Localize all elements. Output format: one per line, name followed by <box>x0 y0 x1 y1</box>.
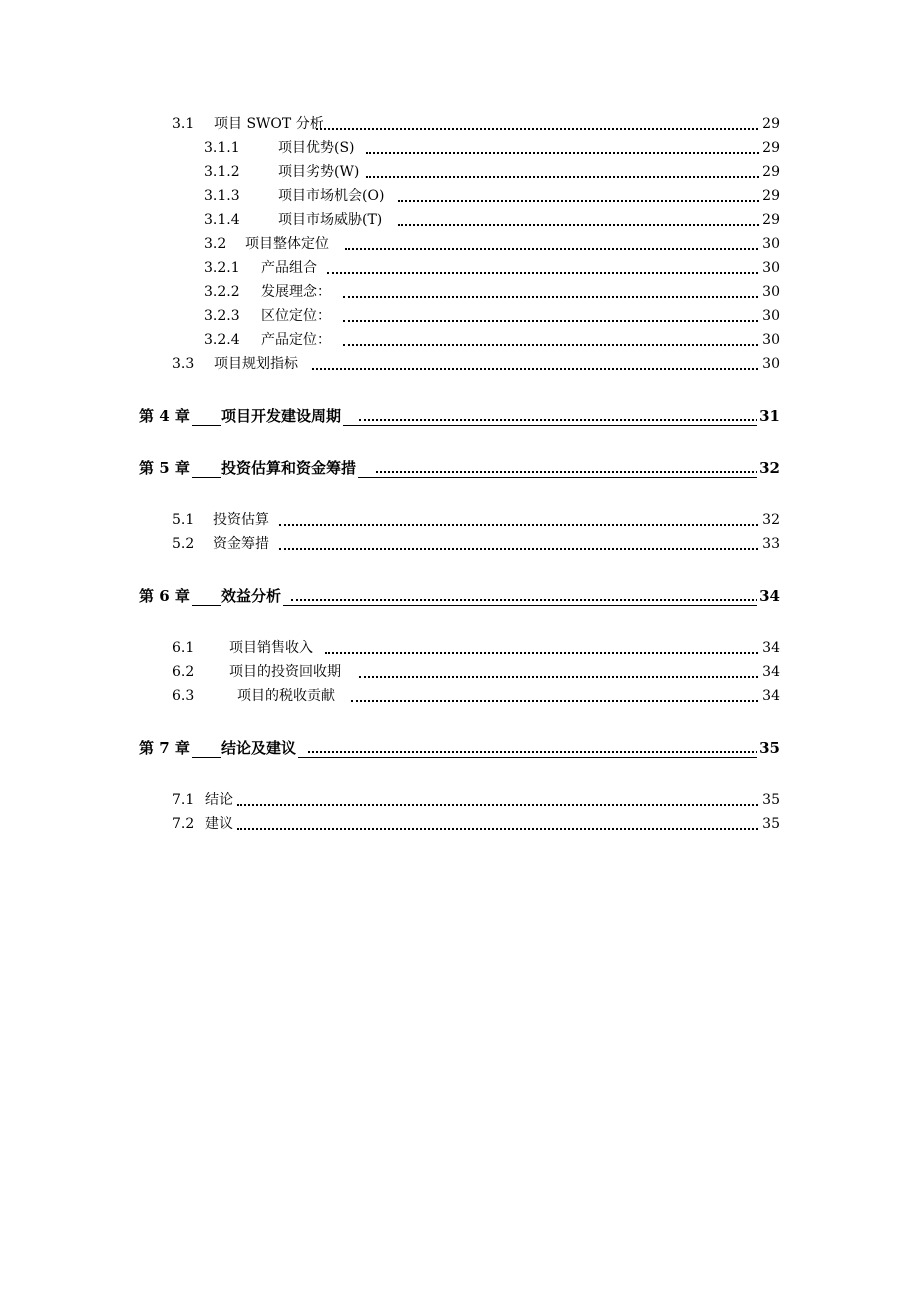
toc-entry-page: 33 <box>760 533 780 555</box>
toc-entry[interactable] <box>0 209 920 231</box>
dot-leader <box>237 828 778 830</box>
dot-leader <box>279 524 778 526</box>
toc-entry[interactable] <box>0 789 920 811</box>
dot-leader <box>291 599 778 601</box>
dot-leader <box>343 296 778 298</box>
toc-chapter-number: 第 5 章 <box>139 459 190 477</box>
toc-entry-page: 29 <box>760 113 780 135</box>
toc-entry[interactable] <box>0 305 920 327</box>
toc-entry-number: 5.2 <box>172 533 196 555</box>
toc-entry-page: 30 <box>760 353 780 375</box>
toc-entry-number: 3.1 <box>172 113 196 135</box>
toc-entry-title: 项目整体定位 <box>245 233 331 255</box>
dot-leader <box>312 368 778 370</box>
toc-entry-page: 30 <box>760 281 780 303</box>
toc-chapter-entry[interactable] <box>0 457 920 479</box>
toc-entry-title: 项目市场威胁(T) <box>278 209 384 231</box>
toc-entry-title: 项目的税收贡献 <box>237 685 337 707</box>
toc-entry-page: 34 <box>760 661 780 683</box>
dot-leader <box>308 751 778 753</box>
toc-entry-number: 7.1 <box>172 789 196 811</box>
toc-entry-number: 6.3 <box>172 685 196 707</box>
toc-entry[interactable] <box>0 329 920 351</box>
toc-entry-number: 3.2.2 <box>204 281 242 303</box>
toc-entry[interactable] <box>0 533 920 555</box>
dot-leader <box>237 804 778 806</box>
dot-leader <box>327 272 778 274</box>
toc-entry-title: 建议 <box>205 813 235 835</box>
toc-chapter-title: 项目开发建设周期 <box>221 407 342 425</box>
dot-leader <box>343 320 778 322</box>
toc-entry[interactable] <box>0 509 920 531</box>
toc-chapter-title: 结论及建议 <box>221 739 297 757</box>
toc-entry[interactable] <box>0 185 920 207</box>
toc-entry-number: 3.1.4 <box>204 209 242 231</box>
dot-leader <box>316 128 778 130</box>
toc-entry-page: 29 <box>760 185 780 207</box>
toc-chapter-entry[interactable] <box>0 585 920 607</box>
toc-entry-page: 30 <box>760 233 780 255</box>
toc-chapter-title: 效益分析 <box>221 587 282 605</box>
dot-leader <box>351 700 778 702</box>
toc-entry-page: 35 <box>760 789 780 811</box>
toc-entry-number: 3.2.4 <box>204 329 242 351</box>
toc-entry-number: 3.2 <box>204 233 228 255</box>
dot-leader <box>398 224 778 226</box>
toc-entry-page: 29 <box>760 209 780 231</box>
toc-entry-title: 产品组合 <box>261 257 319 279</box>
toc-entry[interactable] <box>0 813 920 835</box>
toc-entry-title: 结论 <box>205 789 235 811</box>
toc-chapter-title: 投资估算和资金筹措 <box>221 459 357 477</box>
toc-entry-title: 项目规划指标 <box>214 353 300 375</box>
toc-entry-number: 6.1 <box>172 637 196 659</box>
toc-entry-number: 3.2.3 <box>204 305 242 327</box>
toc-entry-title: 项目销售收入 <box>229 637 315 659</box>
toc-entry-title: 项目市场机会(O) <box>278 185 386 207</box>
toc-entry-title: 投资估算 <box>213 509 271 531</box>
toc-entry[interactable] <box>0 161 920 183</box>
dot-leader <box>359 419 778 421</box>
toc-chapter-page: 34 <box>759 587 780 605</box>
dot-leader <box>279 548 778 550</box>
dot-leader <box>398 200 778 202</box>
toc-entry-number: 3.3 <box>172 353 196 375</box>
toc-chapter-entry[interactable] <box>0 737 920 759</box>
toc-entry-page: 34 <box>760 685 780 707</box>
toc-entry-page: 34 <box>760 637 780 659</box>
toc-entry-number: 3.1.3 <box>204 185 242 207</box>
toc-entry-page: 30 <box>760 329 780 351</box>
toc-entry-title: 项目 SWOT 分析 <box>214 113 326 135</box>
toc-chapter-entry[interactable] <box>0 405 920 427</box>
toc-chapter-number: 第 4 章 <box>139 407 190 425</box>
toc-entry[interactable] <box>0 233 920 255</box>
toc-entry-title: 项目优势(S) <box>278 137 357 159</box>
toc-entry-number: 7.2 <box>172 813 196 835</box>
toc-entry-number: 6.2 <box>172 661 196 683</box>
toc-chapter-number: 第 6 章 <box>139 587 190 605</box>
dot-leader <box>366 152 778 154</box>
toc-entry-title: 发展理念： <box>261 281 333 303</box>
toc-entry-title: 产品定位： <box>261 329 333 351</box>
toc-entry-title: 区位定位： <box>261 305 333 327</box>
toc-entry-number: 3.1.2 <box>204 161 242 183</box>
toc-entry-title: 项目劣势(W) <box>278 161 361 183</box>
toc-chapter-number: 第 7 章 <box>139 739 190 757</box>
toc-entry[interactable] <box>0 113 920 135</box>
toc-entry-number: 3.2.1 <box>204 257 242 279</box>
dot-leader <box>325 652 778 654</box>
toc-chapter-page: 35 <box>759 739 780 757</box>
dot-leader <box>366 176 778 178</box>
toc-entry-page: 29 <box>760 161 780 183</box>
toc-entry[interactable] <box>0 685 920 707</box>
toc-entry[interactable] <box>0 257 920 279</box>
toc-entry[interactable] <box>0 137 920 159</box>
dot-leader <box>343 344 778 346</box>
dot-leader <box>376 471 778 473</box>
toc-entry[interactable] <box>0 637 920 659</box>
toc-entry-page: 32 <box>760 509 780 531</box>
toc-entry-number: 3.1.1 <box>204 137 242 159</box>
dot-leader <box>345 248 778 250</box>
toc-entry-title: 项目的投资回收期 <box>229 661 343 683</box>
toc-entry[interactable] <box>0 353 920 375</box>
toc-entry-title: 资金筹措 <box>213 533 271 555</box>
toc-entry-page: 30 <box>760 257 780 279</box>
toc-entry[interactable] <box>0 661 920 683</box>
toc-entry-number: 5.1 <box>172 509 196 531</box>
toc-entry-page: 29 <box>760 137 780 159</box>
dot-leader <box>359 676 778 678</box>
toc-entry[interactable] <box>0 281 920 303</box>
toc-entry-page: 35 <box>760 813 780 835</box>
toc-chapter-page: 32 <box>759 459 780 477</box>
toc-chapter-page: 31 <box>759 407 780 425</box>
toc-entry-page: 30 <box>760 305 780 327</box>
